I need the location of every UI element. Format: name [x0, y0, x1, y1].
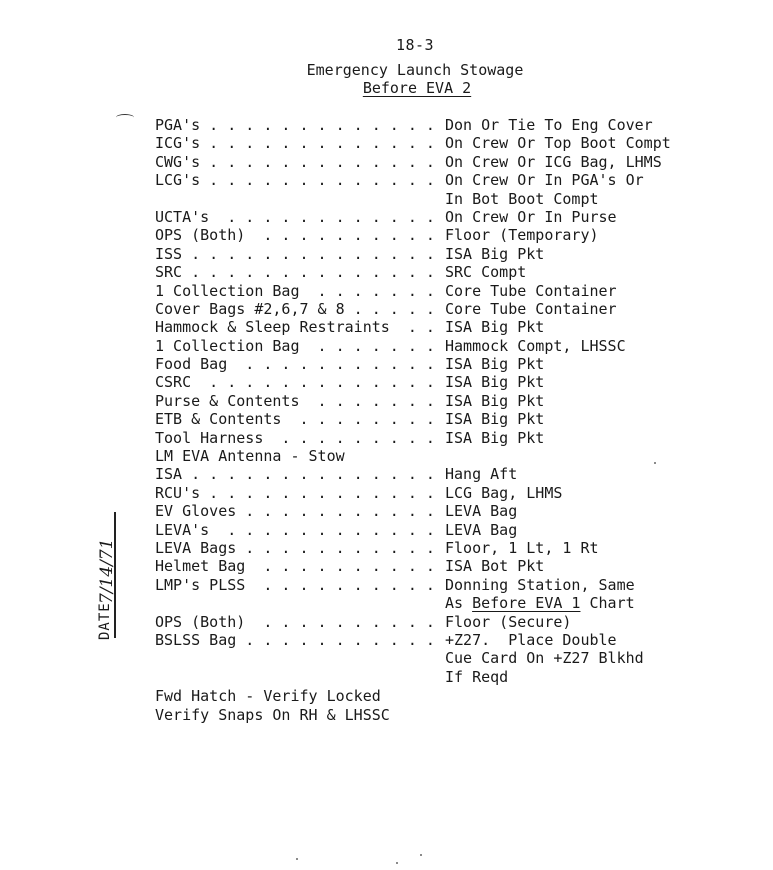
- stowage-item: [155, 649, 445, 667]
- stowage-location: Donning Station, Same: [445, 575, 635, 594]
- stowage-row: [155, 245, 715, 263]
- note-hatch: Fwd Hatch - Verify Locked: [155, 687, 381, 705]
- stowage-item: Food Bag . . . . . . . . . . .: [155, 355, 435, 374]
- stowage-item: RCU's . . . . . . . . . . . . .: [155, 483, 435, 502]
- date-block: [97, 512, 127, 672]
- stowage-location: On Crew Or Top Boot Compt: [445, 134, 671, 153]
- stowage-location: ISA Big Pkt: [445, 318, 545, 337]
- stowage-row: [155, 171, 715, 189]
- location-underlined-ref: Before EVA 1: [472, 594, 581, 613]
- stowage-row: [155, 282, 715, 300]
- stowage-item: LMP's PLSS . . . . . . . . . .: [155, 575, 435, 594]
- stowage-location: SRC Compt: [445, 263, 527, 282]
- stowage-item: Tool Harness . . . . . . . . .: [155, 428, 435, 447]
- stowage-row: [155, 134, 715, 152]
- location-suffix: Chart: [580, 594, 635, 613]
- stowage-row: [155, 557, 715, 575]
- stowage-item: LM EVA Antenna - Stow: [155, 447, 345, 466]
- page-number: 18-3: [395, 36, 435, 54]
- stowage-location: ISA Big Pkt: [445, 410, 545, 429]
- stowage-item: ETB & Contents . . . . . . . .: [155, 410, 435, 429]
- notes-block: [155, 687, 390, 725]
- page-subtitle: [0, 79, 773, 97]
- stowage-location: Core Tube Container: [445, 299, 617, 318]
- stowage-item: [155, 594, 445, 612]
- stowage-row: [155, 465, 715, 483]
- page-title: Emergency Launch Stowage: [306, 61, 524, 79]
- stowage-location: [445, 594, 715, 612]
- stowage-item: CSRC . . . . . . . . . . . . .: [155, 373, 435, 392]
- stowage-item: 1 Collection Bag . . . . . . .: [155, 281, 435, 300]
- stowage-row: [155, 539, 715, 557]
- stowage-location: ISA Big Pkt: [445, 355, 545, 374]
- stowage-location: Floor (Secure): [445, 612, 572, 631]
- stowage-item: LEVA Bags . . . . . . . . . . .: [155, 538, 435, 557]
- stowage-row: [155, 208, 715, 226]
- scan-speck: [654, 462, 656, 464]
- stowage-item: ISA . . . . . . . . . . . . . .: [155, 465, 435, 484]
- stowage-item: LEVA's . . . . . . . . . . . .: [155, 520, 435, 539]
- stowage-item: SRC . . . . . . . . . . . . . .: [155, 263, 435, 282]
- stowage-location: Floor (Temporary): [445, 226, 599, 245]
- stowage-row: [155, 668, 715, 686]
- date-value: 7/14/71: [97, 538, 117, 604]
- stowage-location: On Crew Or ICG Bag, LHMS: [445, 152, 662, 171]
- stowage-list: [155, 116, 715, 686]
- stowage-row: [155, 447, 715, 465]
- stowage-item: ICG's . . . . . . . . . . . . .: [155, 134, 435, 153]
- stowage-row: [155, 484, 715, 502]
- stowage-location: LCG Bag, LHMS: [445, 483, 563, 502]
- stowage-location: LEVA Bag: [445, 502, 518, 521]
- stowage-item: CWG's . . . . . . . . . . . . .: [155, 152, 435, 171]
- stowage-item: 1 Collection Bag . . . . . . .: [155, 336, 435, 355]
- stowage-row: [155, 300, 715, 318]
- scan-speck: [420, 854, 422, 856]
- stowage-location: In Bot Boot Compt: [445, 189, 599, 208]
- stowage-item: Hammock & Sleep Restraints . .: [155, 318, 435, 337]
- stowage-item: [155, 190, 445, 208]
- stowage-item: UCTA's . . . . . . . . . . . .: [155, 207, 435, 226]
- stowage-item: [155, 668, 445, 686]
- stowage-row: [155, 355, 715, 373]
- stowage-row: [155, 429, 715, 447]
- stowage-row: [155, 337, 715, 355]
- stowage-row: [155, 392, 715, 410]
- stowage-item: OPS (Both) . . . . . . . . . .: [155, 612, 435, 631]
- stowage-location: If Reqd: [445, 667, 509, 686]
- stowage-row: [155, 521, 715, 539]
- stowage-row: [155, 190, 715, 208]
- stowage-location: ISA Big Pkt: [445, 428, 545, 447]
- stowage-location: Don Or Tie To Eng Cover: [445, 116, 653, 134]
- stowage-row: [155, 373, 715, 391]
- stowage-item: OPS (Both) . . . . . . . . . .: [155, 226, 435, 245]
- stowage-row: [155, 649, 715, 667]
- stowage-row: [155, 502, 715, 520]
- stowage-location: On Crew Or In PGA's Or: [445, 171, 644, 190]
- stowage-location: +Z27. Place Double: [445, 630, 617, 649]
- stowage-location: Floor, 1 Lt, 1 Rt: [445, 538, 599, 557]
- stowage-item: Cover Bags #2,6,7 & 8 . . . . .: [155, 299, 435, 318]
- stowage-location: LEVA Bag: [445, 520, 518, 539]
- stowage-row: [155, 613, 715, 631]
- stowage-location: ISA Big Pkt: [445, 373, 545, 392]
- stowage-row: [155, 410, 715, 428]
- stowage-item: Helmet Bag . . . . . . . . . .: [155, 557, 435, 576]
- location-prefix: As: [445, 594, 473, 613]
- margin-mark: [116, 114, 134, 121]
- stowage-location: ISA Big Pkt: [445, 391, 545, 410]
- stowage-row: [155, 153, 715, 171]
- stowage-item: PGA's . . . . . . . . . . . . .: [155, 116, 435, 134]
- stowage-location: ISA Big Pkt: [445, 244, 545, 263]
- stowage-location: Cue Card On +Z27 Blkhd: [445, 649, 644, 668]
- stowage-location: Hang Aft: [445, 465, 518, 484]
- stowage-row: [155, 318, 715, 336]
- stowage-row: [155, 594, 715, 612]
- note-snaps: Verify Snaps On RH & LHSSC: [155, 706, 390, 724]
- stowage-item: EV Gloves . . . . . . . . . . .: [155, 502, 435, 521]
- stowage-row: [155, 631, 715, 649]
- stowage-location: Hammock Compt, LHSSC: [445, 336, 626, 355]
- stowage-location: [445, 447, 715, 465]
- stowage-location: ISA Bot Pkt: [445, 557, 545, 576]
- stowage-row: [155, 263, 715, 281]
- date-label: DATE: [97, 602, 113, 640]
- stowage-item: LCG's . . . . . . . . . . . . .: [155, 171, 435, 190]
- stowage-row: [155, 576, 715, 594]
- scan-speck: [396, 862, 398, 864]
- stowage-row: [155, 116, 715, 134]
- stowage-item: Purse & Contents . . . . . . .: [155, 391, 435, 410]
- stowage-location: Core Tube Container: [445, 281, 617, 300]
- scan-speck: [296, 858, 298, 860]
- stowage-row: [155, 226, 715, 244]
- stowage-item: ISS . . . . . . . . . . . . . .: [155, 244, 435, 263]
- stowage-item: BSLSS Bag . . . . . . . . . . .: [155, 630, 435, 649]
- stowage-location: On Crew Or In Purse: [445, 207, 617, 226]
- subtitle-text: Before EVA 2: [362, 79, 472, 97]
